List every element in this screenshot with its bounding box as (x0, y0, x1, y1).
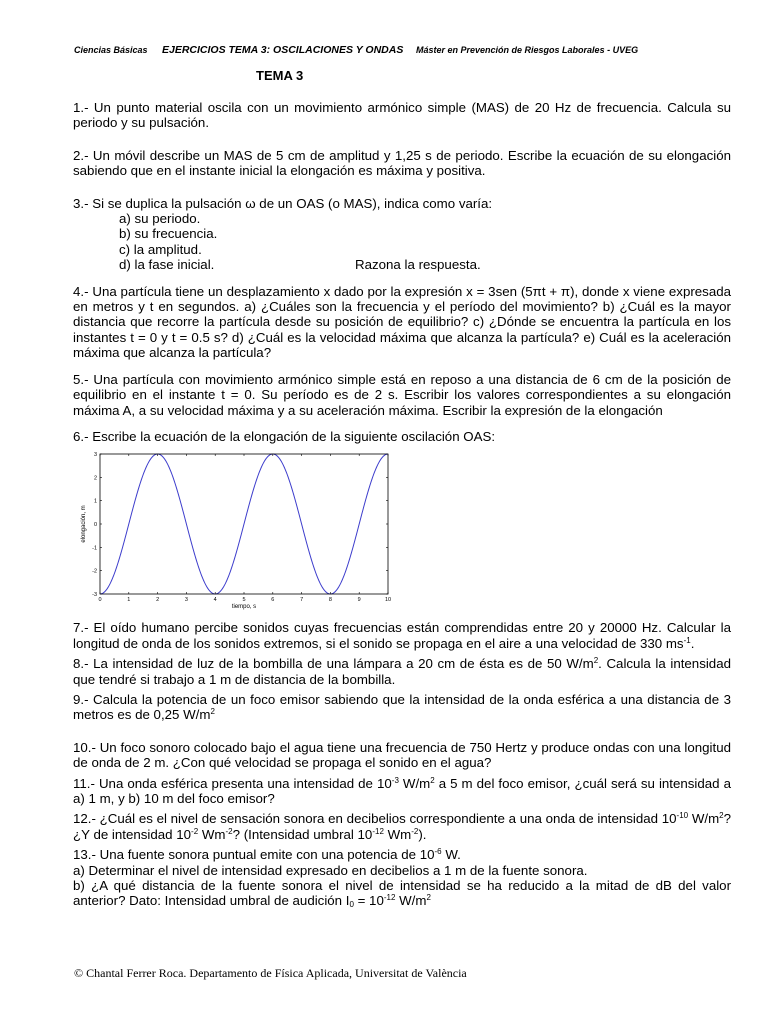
x-tick-label: 10 (384, 597, 392, 604)
elongation-chart (73, 450, 395, 610)
exercise-12-text-f: Wm (383, 826, 412, 842)
exercise-4: 4.- Una partícula tiene un desplazamiento x dado por la expresión x = 3sen (5πt + π), donde x viene expresada en metros y t en segundos. a) ¿Cuáles son la frecuencia y el período del movimiento? b) ¿Cuál es la mayor distancia que recorre la partícula desde su posición de equilibrio? c) ¿Dónde se encuentra la partícula en los instantes t = 0 y t = 0.5 s? d) ¿Cuál es la velocidad máxima que alcanza la partícula? e) Cuál es la aceleración máxima que alcanza la partícula? (73, 283, 731, 361)
exercise-11-text-b: W/m (398, 775, 431, 791)
exercise-8-end: . Calcula la intensidad que tendré si trabajo a 1 m de distancia de la bombilla. (73, 656, 731, 687)
exercise-13-part-a: a) Determinar el nivel de intensidad expresado en decibelios a 1 m de la fuente sonora. (73, 862, 588, 878)
x-axis-label: tiempo, s (231, 604, 257, 611)
y-tick-label: -3 (92, 592, 97, 599)
x-tick-label: 2 (156, 597, 160, 604)
exercise-3-option-d (73, 257, 731, 272)
exercise-12-text-d: Wm (198, 826, 226, 842)
x-tick-label: 9 (357, 597, 361, 604)
exercise-12-text-e: ? (Intensidad umbral 10 (232, 826, 373, 842)
exercise-13-sup: -6 (434, 847, 442, 857)
exercise-12-sup-5: -12 (372, 826, 384, 836)
exercise-3-option-c: c) la amplitud. (119, 241, 202, 257)
exercise-8 (73, 656, 731, 687)
exercise-7-sup: -1 (683, 635, 691, 645)
exercise-13-sub: 0 (349, 900, 354, 910)
y-tick-label: 3 (93, 452, 97, 459)
exercise-12-text-g: ). (418, 826, 427, 842)
exercise-8-sup: 2 (593, 656, 599, 666)
header-center: EJERCICIOS TEMA 3: OSCILACIONES Y ONDAS (162, 44, 404, 56)
exercise-9-text: 9.- Calcula la potencia de un foco emisor sabiendo que la intensidad de la onda esférica a una distancia de 3 metros es de 0,25 W/m (73, 691, 731, 723)
exercise-10: 10.- Un foco sonoro colocado bajo el agua tiene una frecuencia de 750 Hertz y produce ondas con una longitud de onda de 2 m. ¿Con qué velocidad se propaga el sonido en el agua? (73, 739, 731, 771)
series-line (100, 454, 388, 594)
exercise-3-option-a: a) su periodo. (119, 211, 201, 227)
exercise-1: 1.- Un punto material oscila con un movimiento armónico simple (MAS) de 20 Hz de frecuencia. Calcula su periodo y su pulsación. (73, 100, 731, 131)
exercise-3-stem: 3.- Si se duplica la pulsación ω de un OAS (o MAS), indica como varía: (73, 195, 493, 211)
exercise-13-stem (73, 847, 731, 862)
exercise-12-sup-3: -2 (191, 826, 199, 836)
exercise-7-end: . (690, 635, 695, 651)
exercise-3-option-b: b) su frecuencia. (119, 226, 218, 242)
exercise-13-sup-3: 2 (426, 893, 431, 903)
exercise-5: 5.- Una partícula con movimiento armónico simple está en reposo a una distancia de 6 cm de la posición de equilibrio en el instante t = 0. Su período es de 2 s. Escribir los valores correspondientes a su elongación máxima A, a su velocidad máxima y a su aceleración máxima. Escribir la expresión de la elongación (73, 371, 731, 418)
y-tick-label: 1 (93, 498, 97, 505)
exercise-8-text: 8.- La intensidad de luz de la bombilla de una lámpara a 20 cm de ésta es de 50 W/m (73, 656, 594, 672)
exercise-11-sup-1: -3 (391, 775, 399, 785)
header-right: Máster en Prevención de Riesgos Laborales - UVEG (416, 45, 639, 55)
y-tick-label: -1 (92, 545, 97, 552)
exercise-12-text-b: W/m (688, 811, 720, 827)
x-tick-label: 3 (184, 597, 188, 604)
x-tick-label: 8 (328, 597, 332, 604)
page-title: TEMA 3 (256, 68, 304, 83)
exercise-13-part-b-unit: W/m (395, 893, 427, 909)
header-left: Ciencias Básicas (74, 45, 148, 55)
exercise-13-part-b-text: b) ¿A qué distancia de la fuente sonora el nivel de intensidad se ha reducido a la mitad de dB del valor anterior? Dato: Intensidad umbral de audición I (73, 878, 731, 909)
exercise-6: 6.- Escribe la ecuación de la elongación de la siguiente oscilación OAS: (73, 428, 496, 444)
exercise-12-text-c: ? ¿Y de intensidad 10 (73, 811, 732, 842)
y-tick-label: 2 (93, 475, 97, 482)
exercise-2: 2.- Un móvil describe un MAS de 5 cm de amplitud y 1,25 s de periodo. Escribe la ecuación de su elongación sabiendo que en el instante inicial la elongación es máxima y positiva. (73, 147, 731, 179)
exercise-12-sup-2: 2 (719, 811, 724, 821)
x-tick-label: 6 (271, 597, 275, 604)
exercise-9 (73, 692, 731, 723)
exercise-12 (73, 811, 731, 842)
x-tick-label: 0 (98, 597, 102, 604)
exercise-11-text-c: a 5 m del foco emisor, ¿cuál será su intensidad a a) 1 m, y b) 10 m del foco emisor? (73, 775, 731, 806)
exercise-13 (73, 847, 731, 909)
exercise-13-sup-2: -12 (383, 893, 396, 903)
y-tick-label: -2 (92, 568, 97, 575)
exercise-12-text-a: 12.- ¿Cuál es el nivel de sensación sonora en decibelios correspondiente a una onda de intensidad 10 (73, 811, 677, 827)
y-tick-label: 0 (93, 522, 97, 529)
exercise-3-option-d-text: d) la fase inicial. (119, 257, 215, 273)
exercise-13-end: W. (441, 847, 461, 863)
exercise-13-text: 13.- Una fuente sonora puntual emite con una potencia de 10 (73, 847, 435, 863)
exercise-13-part-b-eq: = 10 (353, 893, 384, 909)
exercise-13-part-b (73, 878, 731, 909)
exercise-9-sup: 2 (210, 707, 215, 717)
exercise-3 (73, 196, 731, 273)
exercise-12-sup-6: -2 (411, 826, 419, 836)
exercise-11-sup-2: 2 (430, 775, 435, 785)
exercise-list (73, 100, 731, 909)
y-axis-label: elongación, m (81, 505, 87, 543)
exercise-7-text: 7.- El oído humano percibe sonidos cuyas frecuencias están comprendidas entre 20 y 20000 Hz. Calcular la longitud de onda de los sonidos extremos, si el sonido se propaga en el aire a una velocidad de 330 ms (73, 620, 731, 651)
x-tick-label: 4 (213, 597, 217, 604)
elongation-chart-svg (73, 450, 395, 610)
exercise-11 (73, 776, 731, 807)
x-tick-label: 1 (127, 597, 131, 604)
exercise-12-sup-4: -2 (225, 826, 233, 836)
exercise-3-note: Razona la respuesta. (355, 257, 481, 273)
x-tick-label: 5 (242, 597, 246, 604)
x-tick-label: 7 (300, 597, 304, 604)
exercise-12-sup-1: -10 (676, 811, 689, 821)
exercise-7 (73, 620, 731, 651)
exercise-11-text-a: 11.- Una onda esférica presenta una intensidad de 10 (73, 775, 392, 791)
page-footer: © Chantal Ferrer Roca. Departamento de Física Aplicada, Universitat de València (74, 966, 467, 980)
